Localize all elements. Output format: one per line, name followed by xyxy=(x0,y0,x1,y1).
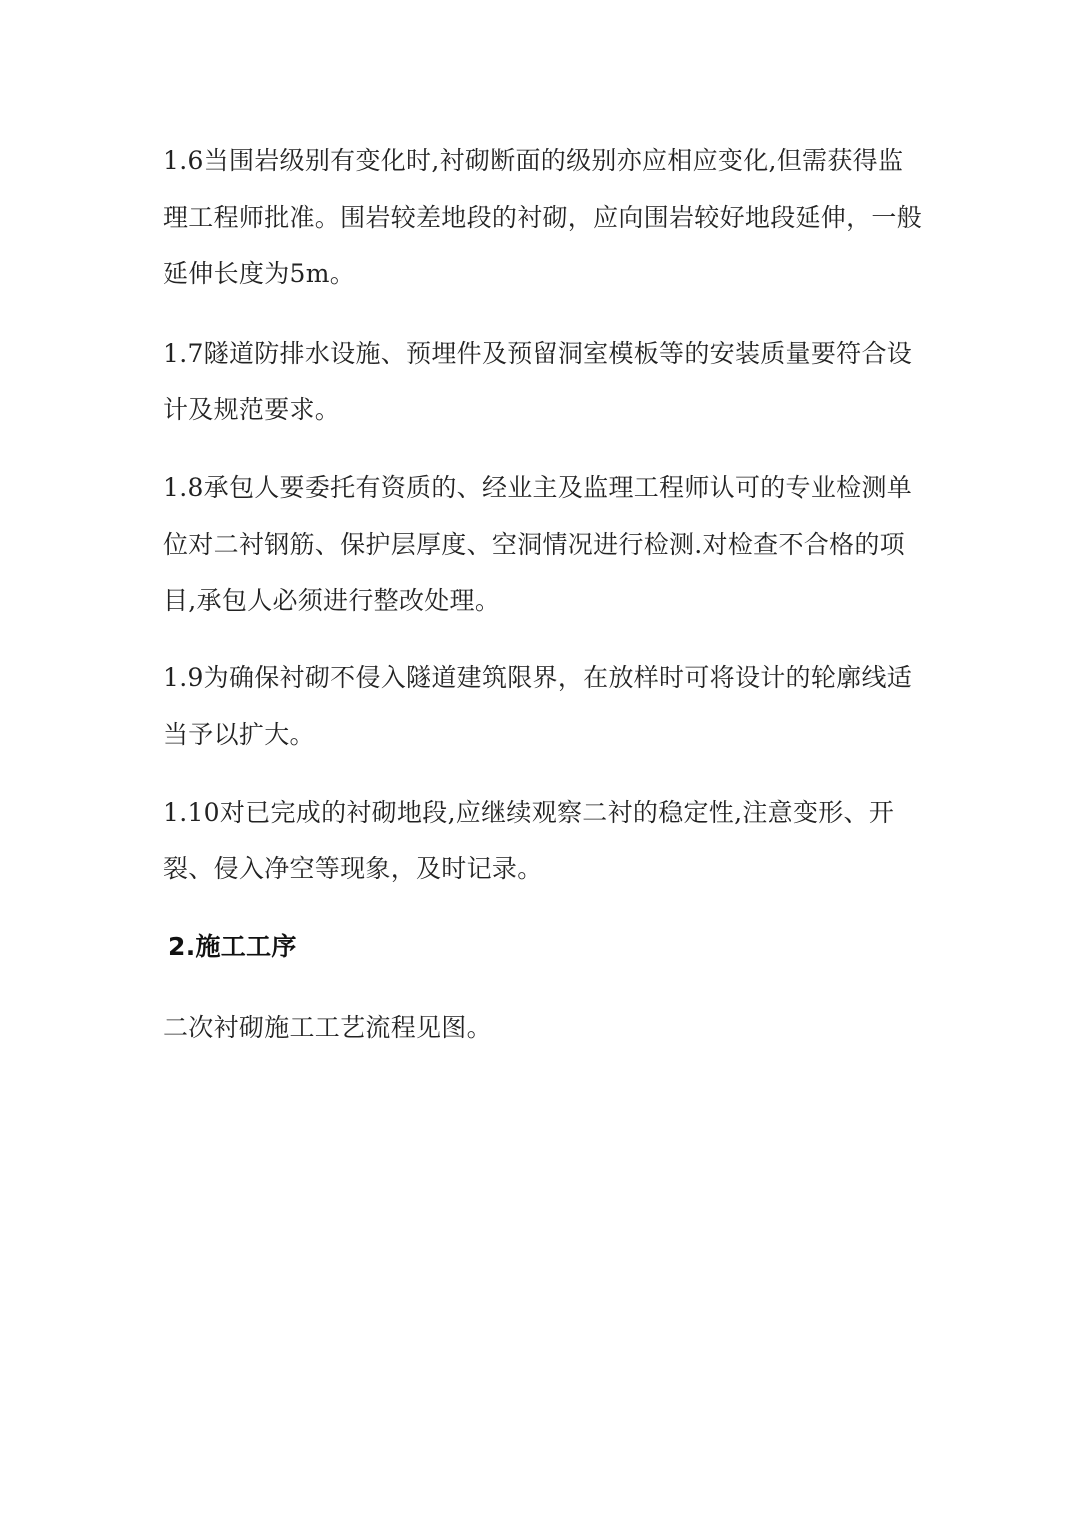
paragraph-1-7-line-1: 1.7隧道防排水设施、预埋件及预留洞室模板等的安装质量要符合设 xyxy=(163,339,913,368)
paragraph-1-10-line-1: 1.10对已完成的衬砌地段,应继续观察二衬的稳定性,注意变形、开 xyxy=(163,798,895,827)
section-heading: 2.施工工序 xyxy=(168,932,297,961)
paragraph-1-10-line-2: 裂、侵入净空等现象，及时记录。 xyxy=(163,854,543,883)
paragraph-1-8-line-1: 1.8承包人要委托有资质的、经业主及监理工程师认可的专业检测单 xyxy=(163,473,913,502)
paragraph-1-9-line-1: 1.9为确保衬砌不侵入隧道建筑限界，在放样时可将设计的轮廓线适 xyxy=(163,663,913,692)
paragraph-1-6-line-3: 延伸长度为5m。 xyxy=(163,259,356,288)
paragraph-1-6-line-2: 理工程师批准。围岩较差地段的衬砌，应向围岩较好地段延伸，一般 xyxy=(163,203,923,232)
closing-paragraph: 二次衬砌施工工艺流程见图。 xyxy=(163,1013,492,1042)
paragraph-1-7-line-2: 计及规范要求。 xyxy=(163,395,341,424)
paragraph-1-8-line-2: 位对二衬钢筋、保护层厚度、空洞情况进行检测.对检查不合格的项 xyxy=(163,530,905,559)
paragraph-1-6-line-1: 1.6当围岩级别有变化时,衬砌断面的级别亦应相应变化,但需获得监 xyxy=(163,146,904,175)
paragraph-1-8-line-3: 目,承包人必须进行整改处理。 xyxy=(163,586,501,615)
paragraph-1-9-line-2: 当予以扩大。 xyxy=(163,720,315,749)
